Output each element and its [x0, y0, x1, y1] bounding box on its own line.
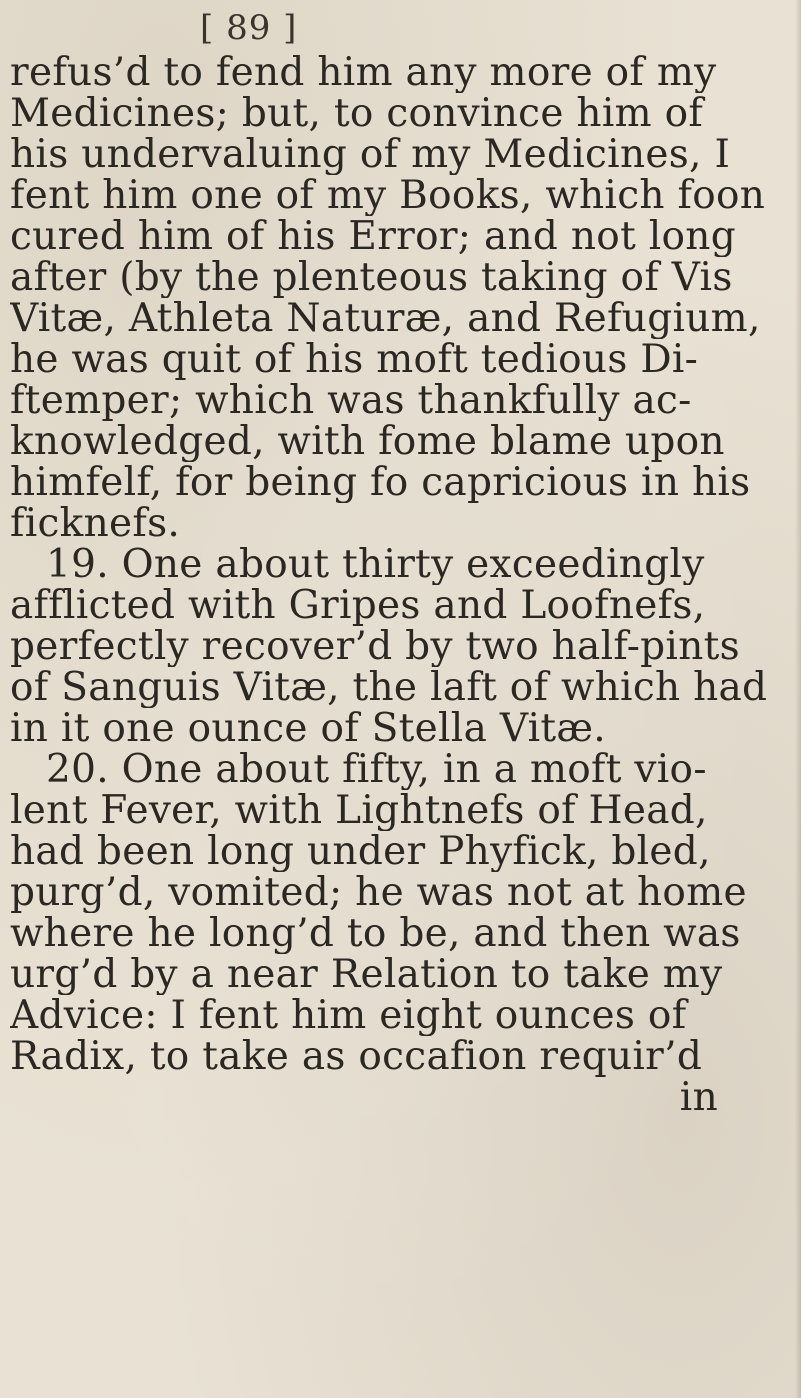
text-line: Vitæ, Athleta Naturæ, and Refugium, — [10, 298, 761, 339]
text-line: of Sanguis Vitæ, the laft of which had — [10, 667, 768, 708]
text-line: Medicines; but, to convince him of — [10, 93, 704, 134]
text-line: he was quit of his moft tedious Di- — [10, 339, 699, 380]
text-line: cured him of his Error; and not long — [10, 216, 736, 257]
text-line: refus’d to fend him any more of my — [10, 52, 717, 93]
text-line: knowledged, with fome blame upon — [10, 421, 725, 462]
text-line: perfectly recover’d by two half-pints — [10, 626, 740, 667]
text-line: his undervaluing of my Medicines, I — [10, 134, 731, 175]
text-line: afflicted with Gripes and Loofnefs, — [10, 585, 706, 626]
text-line: after (by the plenteous taking of Vis — [10, 257, 733, 298]
text-line: lent Fever, with Lightnefs of Head, — [10, 790, 708, 831]
text-line: had been long under Phyfick, bled, — [10, 831, 711, 872]
text-line: urg’d by a near Relation to take my — [10, 954, 723, 995]
text-line: ftemper; which was thankfully ac- — [10, 380, 692, 421]
text-line: Advice: I fent him eight ounces of — [10, 995, 687, 1036]
text-line: himfelf, for being fo capricious in his — [10, 462, 751, 503]
text-line: in it one ounce of Stella Vitæ. — [10, 708, 606, 749]
text-line: ficknefs. — [10, 503, 181, 544]
text-line: Radix, to take as occafion requir’d — [10, 1036, 703, 1077]
text-line: purg’d, vomited; he was not at home — [10, 872, 747, 913]
paragraph-start-line: 19. One about thirty exceedingly — [46, 544, 705, 585]
text-line: where he long’d to be, and then was — [10, 913, 741, 954]
paragraph-start-line: 20. One about fifty, in a moft vio- — [46, 749, 707, 790]
page-number: [ 89 ] — [200, 8, 298, 48]
page-edge-shadow — [795, 0, 801, 1398]
catchword: in — [679, 1077, 718, 1118]
text-line: fent him one of my Books, which foon — [10, 175, 766, 216]
body-text — [10, 52, 790, 1118]
